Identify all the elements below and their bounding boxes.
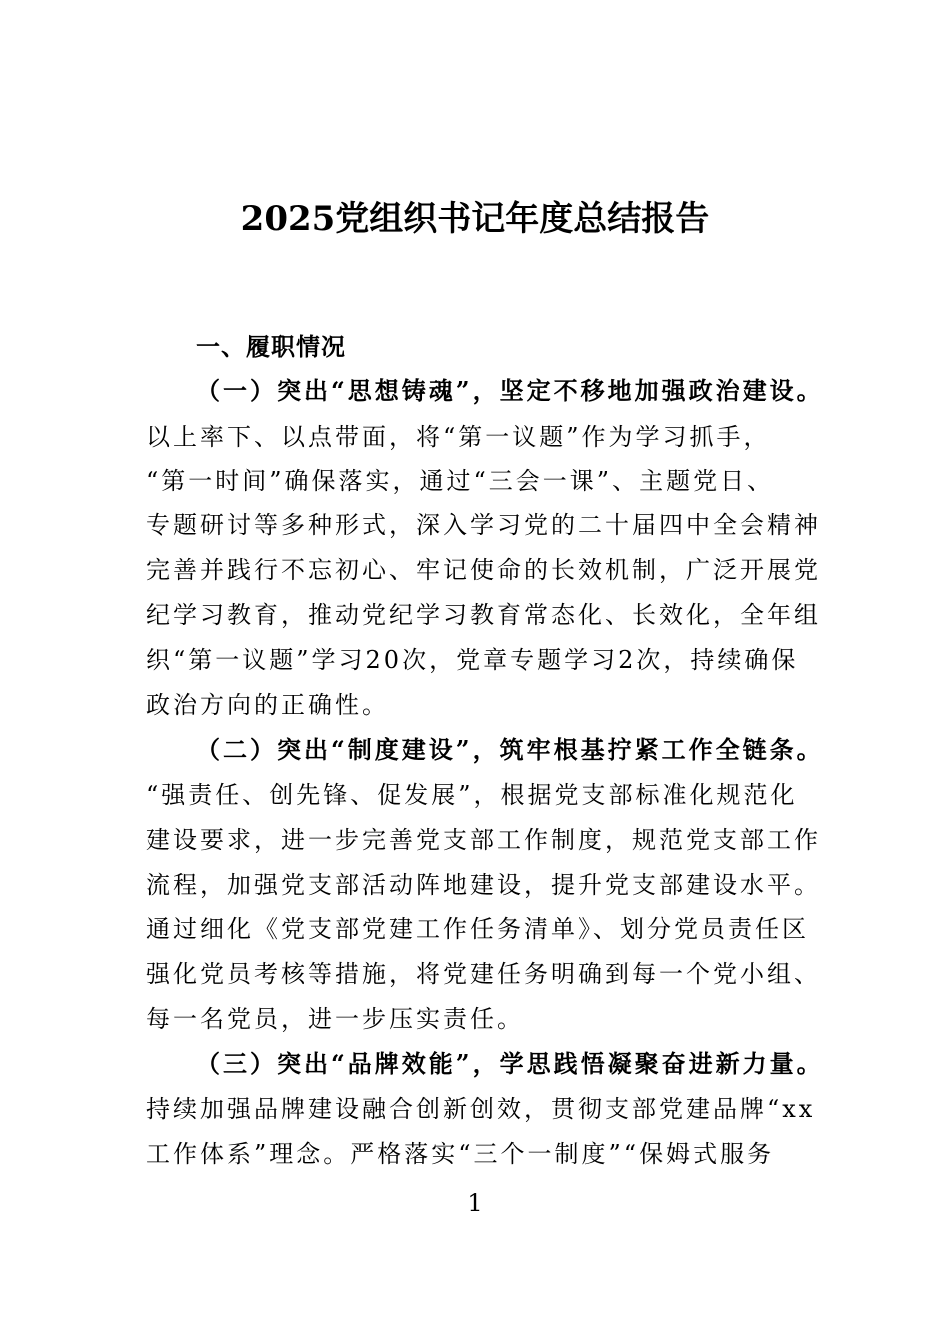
subsection-heading-1: （一）突出“思想铸魂”，坚定不移地加强政治建设。	[196, 376, 824, 405]
body-line: 以上率下、以点带面，将“第一议题”作为学习抓手，	[146, 423, 771, 451]
section-heading: 一、履职情况	[196, 333, 346, 361]
body-line: 建设要求，进一步完善党支部工作制度，规范党支部工作	[146, 826, 821, 854]
body-line: “强责任、创先锋、促发展”，根据党支部标准化规范化	[146, 781, 798, 809]
body-line: 流程，加强党支部活动阵地建设，提升党支部建设水平。	[146, 871, 821, 899]
body-line: 每一名党员，进一步压实责任。	[146, 1005, 524, 1033]
body-line: 强化党员考核等措施，将党建任务明确到每一个党小组、	[146, 960, 821, 988]
body-line: 完善并践行不忘初心、牢记使命的长效机制，广泛开展党	[146, 556, 821, 584]
body-line: “第一时间”确保落实，通过“三会一课”、主题党日、	[146, 467, 775, 495]
body-line: 专题研讨等多种形式，深入学习党的二十届四中全会精神	[146, 511, 821, 539]
document-title: 2025党组织书记年度总结报告	[240, 199, 710, 239]
subsection-heading-3: （三）突出“品牌效能”，学思践悟凝聚奋进新力量。	[196, 1049, 824, 1078]
body-line: 政治方向的正确性。	[146, 691, 389, 719]
body-line: 纪学习教育，推动党纪学习教育常态化、长效化，全年组	[146, 601, 821, 629]
body-line: 工作体系”理念。严格落实“三个一制度”“保姆式服务	[146, 1140, 775, 1168]
subsection-heading-2: （二）突出“制度建设”，筑牢根基拧紧工作全链条。	[196, 735, 824, 764]
body-line: 持续加强品牌建设融合创新创效，贯彻支部党建品牌“xx	[146, 1095, 816, 1123]
body-line: 织“第一议题”学习20次，党章专题学习2次，持续确保	[146, 646, 799, 674]
page-number: 1	[467, 1189, 483, 1217]
body-line: 通过细化《党支部党建工作任务清单》、划分党员责任区	[146, 915, 809, 943]
